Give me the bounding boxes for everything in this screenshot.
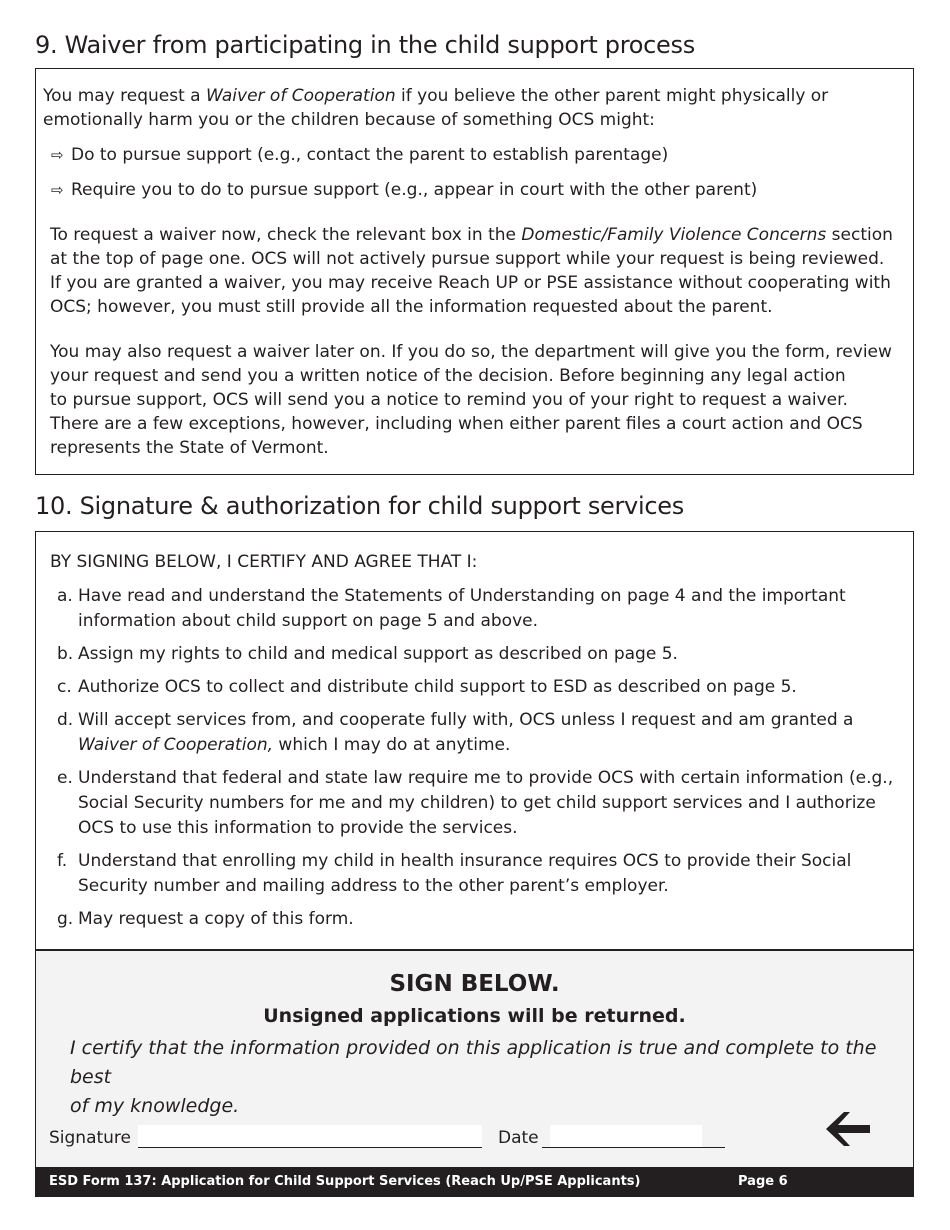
sign-below-title: SIGN BELOW. xyxy=(389,971,560,997)
paragraph-text: section xyxy=(826,225,893,245)
left-arrow-icon xyxy=(826,1109,872,1149)
item-letter: e. xyxy=(57,768,73,788)
paragraph-emphasis: Domestic/Family Violence Concerns xyxy=(521,225,827,245)
section-9-title: 9. Waiver from participating in the child support process xyxy=(35,31,695,59)
intro-text: emotionally harm you or the children because of something OCS might: xyxy=(43,110,655,130)
section-10-box xyxy=(35,531,914,1197)
item-letter: d. xyxy=(57,710,74,730)
paragraph-line: your request and send you a written notice of the decision. Before beginning any legal action xyxy=(50,366,846,386)
paragraph-line: to pursue support, OCS will send you a notice to remind you of your right to request a waiver. xyxy=(50,390,848,410)
footer-form-title: ESD Form 137: Application for Child Support Services (Reach Up/PSE Applicants) xyxy=(49,1174,641,1189)
waiver-intro xyxy=(43,84,828,132)
item-text: Assign my rights to child and medical support as described on page 5. xyxy=(78,644,678,664)
unsigned-warning: Unsigned applications will be returned. xyxy=(263,1005,686,1027)
paragraph-line: OCS; however, you must still provide all the information requested about the parent. xyxy=(50,297,773,317)
page-footer xyxy=(35,1167,914,1197)
agreement-item-d xyxy=(50,708,900,758)
item-emphasis: Waiver of Cooperation, xyxy=(78,735,274,755)
paragraph-line: at the top of page one. OCS will not actively pursue support while your request is being reviewed. xyxy=(50,249,885,269)
right-arrow-icon: ⇨ xyxy=(51,181,64,199)
agreement-item-c xyxy=(50,675,900,700)
paragraph-line: represents the State of Vermont. xyxy=(50,438,329,458)
intro-text: if you believe the other parent might physically or xyxy=(395,86,829,106)
agreement-item-g xyxy=(50,907,900,932)
paragraph-text: To request a waiver now, check the relevant box in the xyxy=(50,225,522,245)
footer-page-number: Page 6 xyxy=(738,1174,788,1189)
section-10-title: 10. Signature & authorization for child support services xyxy=(35,492,684,520)
item-text: Understand that enrolling my child in health insurance requires OCS to provide their Social xyxy=(78,851,852,871)
item-letter: g. xyxy=(57,909,74,929)
bullet-text: Do to pursue support (e.g., contact the parent to establish parentage) xyxy=(71,145,669,165)
item-text: Will accept services from, and cooperate fully with, OCS unless I request and am granted a xyxy=(78,710,854,730)
item-letter: b. xyxy=(57,644,74,664)
item-text: information about child support on page 5 and above. xyxy=(78,611,538,631)
waiver-request-paragraph xyxy=(50,223,893,319)
signature-section xyxy=(36,949,913,1169)
item-text: May request a copy of this form. xyxy=(78,909,354,929)
paragraph-line: There are a few exceptions, however, including when either parent files a court action and OCS xyxy=(50,414,863,434)
date-field[interactable] xyxy=(550,1125,702,1147)
item-text: Authorize OCS to collect and distribute child support to ESD as described on page 5. xyxy=(78,677,797,697)
agreement-item-f xyxy=(50,849,900,899)
bullet-text: Require you to do to pursue support (e.g., appear in court with the other parent) xyxy=(71,180,758,200)
certify-heading: BY SIGNING BELOW, I CERTIFY AND AGREE THAT I: xyxy=(50,552,478,572)
section-9-box xyxy=(35,68,914,475)
item-text: OCS to use this information to provide the services. xyxy=(78,818,518,838)
item-letter: f. xyxy=(57,851,68,871)
agreement-item-e xyxy=(50,766,900,841)
signature-field[interactable] xyxy=(138,1125,482,1148)
item-text: Have read and understand the Statements of Understanding on page 4 and the important xyxy=(78,586,846,606)
bullet-item xyxy=(51,178,757,202)
intro-text: You may request a xyxy=(43,86,206,106)
agreement-list xyxy=(50,584,900,932)
right-arrow-icon: ⇨ xyxy=(51,146,64,164)
waiver-later-paragraph xyxy=(50,340,892,460)
bullet-item xyxy=(51,143,668,167)
item-text: Social Security numbers for me and my children) to get child support services and I authorize xyxy=(78,793,876,813)
item-text: which I may do at anytime. xyxy=(273,735,511,755)
paragraph-line: If you are granted a waiver, you may receive Reach UP or PSE assistance without cooperating with xyxy=(50,273,891,293)
item-text: Understand that federal and state law require me to provide OCS with certain information (e.g., xyxy=(78,768,894,788)
paragraph-line: You may also request a waiver later on. If you do so, the department will give you the form, review xyxy=(50,342,892,362)
date-underline xyxy=(542,1147,725,1148)
agreement-item-a xyxy=(50,584,900,634)
certification-statement xyxy=(70,1034,890,1121)
intro-emphasis: Waiver of Cooperation xyxy=(206,86,396,106)
item-text: Security number and mailing address to the other parent’s employer. xyxy=(78,876,669,896)
item-letter: a. xyxy=(57,586,73,606)
certification-line: I certify that the information provided on this application is true and complete to the best xyxy=(70,1037,877,1088)
item-letter: c. xyxy=(57,677,72,697)
certification-line: of my knowledge. xyxy=(70,1095,240,1117)
agreement-item-b xyxy=(50,642,900,667)
date-label: Date xyxy=(498,1128,539,1148)
signature-label: Signature xyxy=(49,1128,132,1148)
